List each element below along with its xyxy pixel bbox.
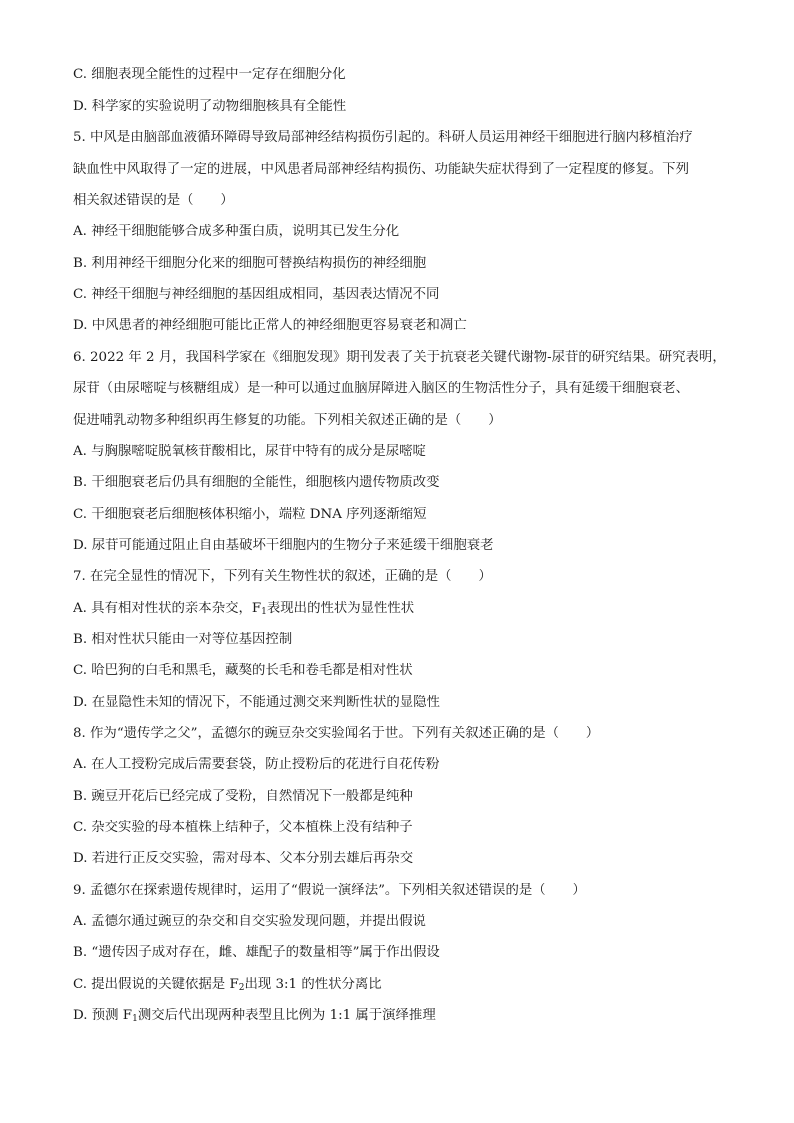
q9-option-d-post: 测交后代出现两种表型且比例为 1:1 属于演绎推理 — [137, 1008, 436, 1023]
prev-option-d: D. 科学家的实验说明了动物细胞核具有全能性 — [73, 99, 347, 114]
q9-option-c — [73, 977, 733, 993]
q6-option-b: B. 干细胞衰老后仍具有细胞的全能性，细胞核内遗传物质改变 — [73, 475, 440, 490]
q9-option-c-pre: C. 提出假说的关键依据是 F — [73, 977, 239, 992]
q8-stem-line1: 8. 作为“遗传学之父”，孟德尔的豌豆杂交实验闻名于世。下列有关叙述正确的是（ ） — [73, 726, 600, 741]
q9-option-b: B. “遗传因子成对存在，雌、雄配子的数量相等”属于作出假设 — [73, 945, 440, 960]
prev-option-c: C. 细胞表现全能性的过程中一定存在细胞分化 — [73, 67, 346, 82]
q9-option-c-sub: 2 — [238, 983, 245, 993]
q5-option-d: D. 中风患者的神经细胞可能比正常人的神经细胞更容易衰老和凋亡 — [73, 318, 467, 333]
q6-stem-line2: 尿苷（由尿嘧啶与核糖组成）是一种可以通过血脑屏障进入脑区的生物活性分子，具有延缓干细胞衰老、 — [73, 381, 689, 396]
q9-option-d-pre: D. 预测 F — [73, 1008, 133, 1023]
q8-option-a: A. 在人工授粉完成后需要套袋，防止授粉后的花进行自花传粉 — [73, 757, 440, 772]
q6-option-c: C. 干细胞衰老后细胞核体积缩小，端粒 DNA 序列逐渐缩短 — [73, 507, 427, 522]
q7-option-a-pre: A. 具有相对性状的亲本杂交，F — [73, 601, 262, 616]
q5-option-a: A. 神经干细胞能够合成多种蛋白质，说明其已发生分化 — [73, 224, 400, 239]
q5-option-b: B. 利用神经干细胞分化来的细胞可替换结构损伤的神经细胞 — [73, 256, 427, 271]
q6-stem-line1: 6. 2022 年 2 月，我国科学家在《细胞发现》期刊发表了关于抗衰老关键代谢物-尿苷的研究结果。研究表明， — [73, 350, 726, 365]
q9-stem-line1: 9. 孟德尔在探索遗传规律时，运用了“假说一演绎法”。下列相关叙述错误的是（ ） — [73, 883, 586, 898]
q8-option-c: C. 杂交实验的母本植株上结种子，父本植株上没有结种子 — [73, 820, 413, 835]
q9-option-a: A. 孟德尔通过豌豆的杂交和自交实验发现问题，并提出假说 — [73, 914, 426, 929]
q8-option-b: B. 豌豆开花后已经完成了受粉，自然情况下一般都是纯种 — [73, 789, 413, 804]
q7-stem-line1: 7. 在完全显性的情况下，下列有关生物性状的叙述，正确的是（ ） — [73, 569, 492, 584]
q5-stem-line2: 缺血性中风取得了一定的进展，中风患者局部神经结构损伤、功能缺失症状得到了一定程度的修复。下列 — [73, 162, 689, 177]
q8-option-d: D. 若进行正反交实验，需对母本、父本分别去雄后再杂交 — [73, 851, 414, 866]
q7-option-d: D. 在显隐性未知的情况下，不能通过测交来判断性状的显隐性 — [73, 695, 440, 710]
q5-stem-line1: 5. 中风是由脑部血液循环障碍导致局部神经结构损伤引起的。科研人员运用神经干细胞进行脑内移植治疗 — [73, 130, 693, 145]
q5-option-c: C. 神经干细胞与神经细胞的基因组成相同，基因表达情况不同 — [73, 287, 440, 302]
q7-option-a-post: 表现出的性状为显性性状 — [266, 601, 415, 616]
q7-option-a-sub: 1 — [261, 607, 267, 617]
q9-option-c-post: 出现 3:1 的性状分离比 — [244, 977, 382, 992]
q9-option-d-sub: 1 — [132, 1014, 138, 1024]
q6-option-a: A. 与胸腺嘧啶脱氧核苷酸相比，尿苷中特有的成分是尿嘧啶 — [73, 444, 426, 459]
q5-stem-line3: 相关叙述错误的是（ ） — [73, 193, 234, 208]
q7-option-a — [73, 601, 733, 617]
q7-option-c: C. 哈巴狗的白毛和黑毛，藏獒的长毛和卷毛都是相对性状 — [73, 663, 413, 678]
q9-option-d — [73, 1008, 733, 1024]
q6-stem-line3: 促进哺乳动物多种组织再生修复的功能。下列相关叙述正确的是（ ） — [73, 413, 502, 428]
q6-option-d: D. 尿苷可能通过阻止自由基破坏干细胞内的生物分子来延缓干细胞衰老 — [73, 538, 494, 553]
q7-option-b: B. 相对性状只能由一对等位基因控制 — [73, 632, 293, 647]
